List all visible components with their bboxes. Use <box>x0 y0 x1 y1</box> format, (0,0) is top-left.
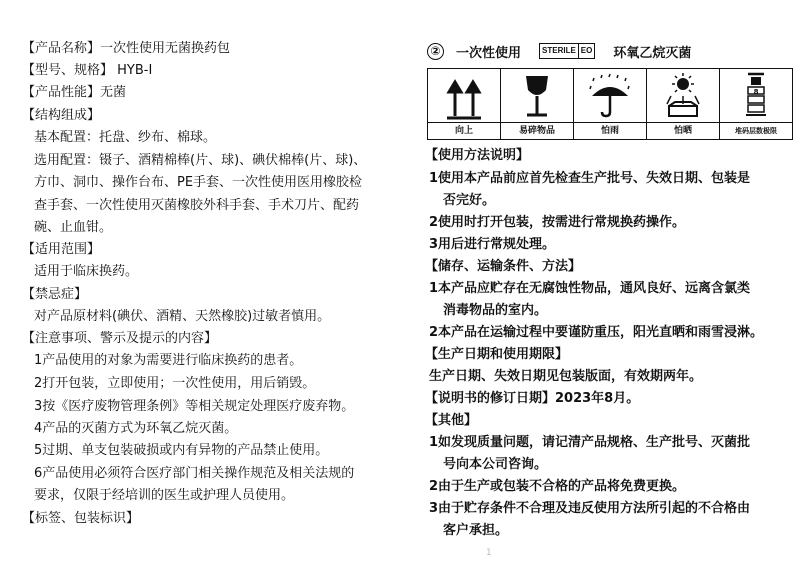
precaution-item-5: 5过期、单支包装破损或内有异物的产品禁止使用。 <box>34 443 329 458</box>
precautions-heading: 【注意事项、警示及提示的内容】 <box>22 331 218 346</box>
storage-item-1: 1本产品应贮存在无腐蚀性物品，通风良好、远离含氯类 <box>429 281 751 296</box>
contraindication-text: 对产品原材料(碘伏、酒精、天然橡胶)过敏者慎用。 <box>34 309 331 324</box>
other-item-2: 2由于生产或包装不合格的产品将免费更换。 <box>429 479 686 494</box>
other-item-1-cont: 号向本公司咨询。 <box>443 457 548 472</box>
symbol-label: 怕晒 <box>647 122 719 139</box>
packaging-symbols <box>427 68 793 140</box>
symbol-label: 向上 <box>428 122 500 139</box>
storage-item-1-cont: 消毒物品的室内。 <box>443 303 548 318</box>
sterile-eo-mark <box>539 43 595 59</box>
umbrella-rain-icon <box>588 72 632 120</box>
page-mark: 1 <box>486 548 492 558</box>
stack-limit-number: 8 <box>753 87 759 96</box>
symbol-fragile <box>500 69 573 139</box>
precaution-item-2: 2打开包装，立即使用；一次性使用，用后销毁。 <box>34 376 316 391</box>
optional-config-line-3: 查手套、一次性使用灭菌橡胶外科手套、手术刀片、配药 <box>34 198 360 213</box>
other-item-1: 1如发现质量问题，请记清产品规格、生产批号、灭菌批 <box>429 435 751 450</box>
single-use-label: 一次性使用 <box>456 45 522 61</box>
usage-item-1-cont: 否完好。 <box>443 193 496 208</box>
optional-config-line-4: 碗、止血钳。 <box>34 220 113 235</box>
this-way-up-icon <box>444 72 484 120</box>
usage-item-3: 3用后进行常规处理。 <box>429 237 556 252</box>
eo-text: EO <box>578 44 595 58</box>
precaution-item-4: 4产品的灭菌方式为环氧乙烷灭菌。 <box>34 421 238 436</box>
other-heading: 【其他】 <box>425 413 478 428</box>
symbol-keep-dry <box>573 69 646 139</box>
usage-item-1: 1使用本产品前应首先检查生产批号、失效日期、包装是 <box>429 171 751 186</box>
precaution-item-3: 3按《医疗废物管理条例》等相关规定处理医疗废弃物。 <box>34 399 355 414</box>
storage-item-2: 2本产品在运输过程中要谨防重压，阳光直晒和雨雪浸淋。 <box>429 325 764 340</box>
symbol-keep-from-sun <box>646 69 719 139</box>
performance-line: 【产品性能】无菌 <box>22 85 127 100</box>
usage-item-2: 2使用时打开包装，按需进行常规换药操作。 <box>429 215 686 230</box>
sterile-text: STERILE <box>542 46 576 55</box>
optional-config-line-1: 选用配置：镊子、酒精棉棒(片、球)、碘伏棉棒(片、球)、 <box>34 153 367 168</box>
precaution-item-6: 6产品使用必须符合医疗部门相关操作规范及相关法规的 <box>34 466 355 481</box>
precaution-item-6-cont: 要求，仅限于经培训的医生或护理人员使用。 <box>34 488 295 503</box>
label-packaging-heading: 【标签、包装标识】 <box>22 511 140 526</box>
usage-heading: 【使用方法说明】 <box>425 148 530 163</box>
storage-heading: 【储存、运输条件、方法】 <box>425 259 582 274</box>
fragile-glass-icon <box>517 72 557 120</box>
stacking-limit-icon <box>736 72 776 120</box>
optional-config-line-2: 方巾、洞巾、操作台布、PE手套、一次性使用医用橡胶检 <box>34 175 363 190</box>
scope-text: 适用于临床换药。 <box>34 264 139 279</box>
symbol-label: 怕雨 <box>574 122 646 139</box>
scope-heading: 【适用范围】 <box>22 242 101 257</box>
structure-heading: 【结构组成】 <box>22 108 101 123</box>
sterilization-method: 环氧乙烷灭菌 <box>613 45 692 61</box>
symbol-stacking-limit <box>719 69 792 139</box>
basic-config-line: 基本配置：托盘、纱布、棉球。 <box>34 130 217 145</box>
sun-icon <box>661 72 705 120</box>
symbol-this-way-up <box>428 69 500 139</box>
circle-number: ② <box>427 43 444 60</box>
symbol-label: 堆码层数极限 <box>720 122 792 139</box>
precaution-item-1: 1产品使用的对象为需要进行临床换药的患者。 <box>34 353 303 368</box>
other-item-3-cont: 客户承担。 <box>443 523 509 538</box>
model-spec-line: 【型号、规格】 HYB-I <box>22 63 153 78</box>
other-item-3: 3由于贮存条件不合理及违反使用方法所引起的不合格由 <box>429 501 751 516</box>
product-name-line: 【产品名称】一次性使用无菌换药包 <box>22 41 231 56</box>
dates-heading: 【生产日期和使用期限】 <box>425 347 569 362</box>
dates-text: 生产日期、失效日期见包装版面，有效期两年。 <box>429 369 703 384</box>
symbol-label: 易碎物品 <box>501 122 573 139</box>
contraindication-heading: 【禁忌症】 <box>22 287 88 302</box>
revision-date-line: 【说明书的修订日期】2023年8月。 <box>425 391 640 406</box>
sterile-header <box>427 38 691 64</box>
